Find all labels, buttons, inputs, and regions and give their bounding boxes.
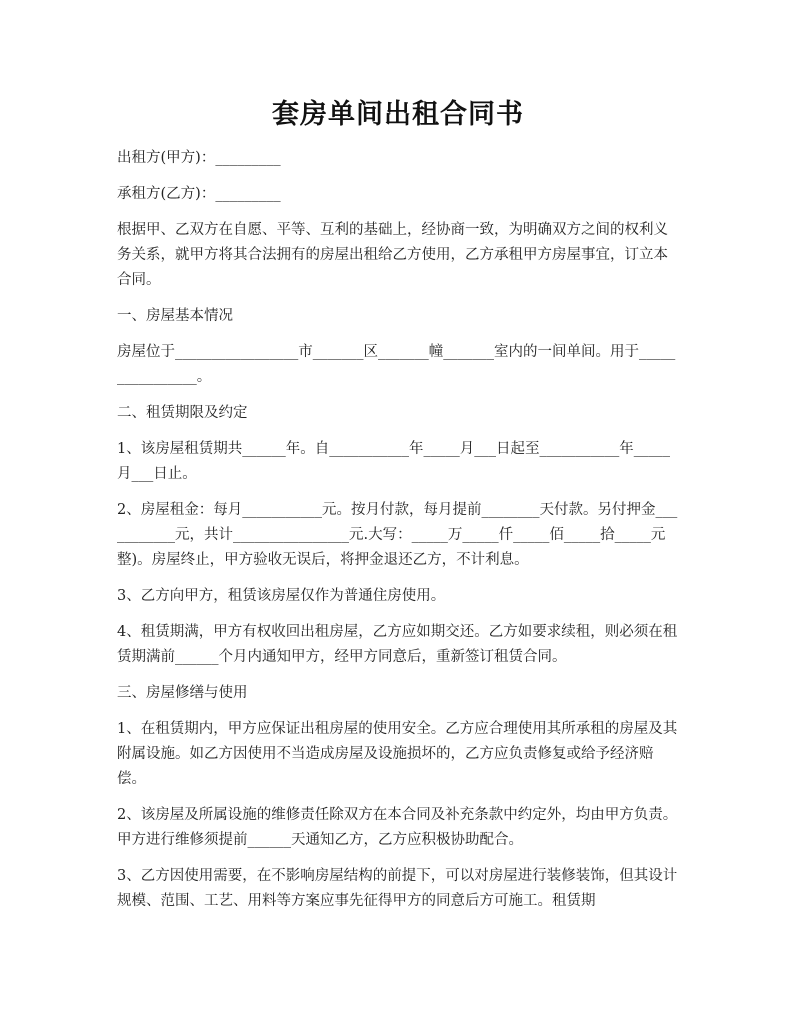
section-heading-3: 三、房屋修缮与使用	[117, 685, 248, 701]
document-title: 套房单间出租合同书	[272, 99, 524, 130]
property-location-paragraph: 房屋位于_________________市_______区_______幢_______室内的一间单间。用于________________。	[117, 344, 676, 385]
decoration-clause: 3、乙方因使用需要，在不影响房屋结构的前提下，可以对房屋进行装修装饰，但其设计规模、范围、工艺、用料等方案应事先征得甲方的同意后方可施工。租赁期	[117, 868, 678, 909]
section-heading-2: 二、租赁期限及约定	[117, 405, 248, 421]
preamble-paragraph: 根据甲、乙双方在自愿、平等、互利的基础上，经协商一致，为明确双方之间的权利义务关系，就甲方将其合法拥有的房屋出租给乙方使用，乙方承租甲方房屋事宜，订立本合同。	[117, 222, 668, 288]
maintenance-clause: 2、该房屋及所属设施的维修责任除双方在本合同及补充条款中约定外，均由甲方负责。甲方进行维修须提前______天通知乙方，乙方应积极协助配合。	[117, 807, 678, 848]
safety-clause: 1、在租赁期内，甲方应保证出租房屋的使用安全。乙方应合理使用其所承租的房屋及其附属设施。如乙方因使用不当造成房屋及设施损坏的，乙方应负责修复或给予经济赔偿。	[117, 721, 678, 787]
document-body	[117, 146, 682, 925]
renewal-clause: 4、租赁期满，甲方有权收回出租房屋，乙方应如期交还。乙方如要求续租，则必须在租赁期满前______个月内通知甲方，经甲方同意后，重新签订租赁合同。	[117, 624, 678, 665]
usage-clause: 3、乙方向甲方，租赁该房屋仅作为普通住房使用。	[117, 588, 446, 604]
party-a-line: 出租方(甲方)：_________	[117, 150, 281, 166]
section-heading-1: 一、房屋基本情况	[117, 308, 233, 324]
party-b-line: 承租方(乙方)：_________	[117, 186, 281, 202]
lease-term-clause: 1、该房屋租赁期共______年。自___________年_____月___日起至___________年_____月___日止。	[117, 441, 670, 482]
rent-clause: 2、房屋租金：每月___________元。按月付款，每月提前________天付款。另付押金___________元，共计________________元.大写：_____万_____仟_____佰_____拾_____元整)。房屋终止，甲方验收无误后，将押金退还乙方，不计利息。	[117, 502, 678, 568]
